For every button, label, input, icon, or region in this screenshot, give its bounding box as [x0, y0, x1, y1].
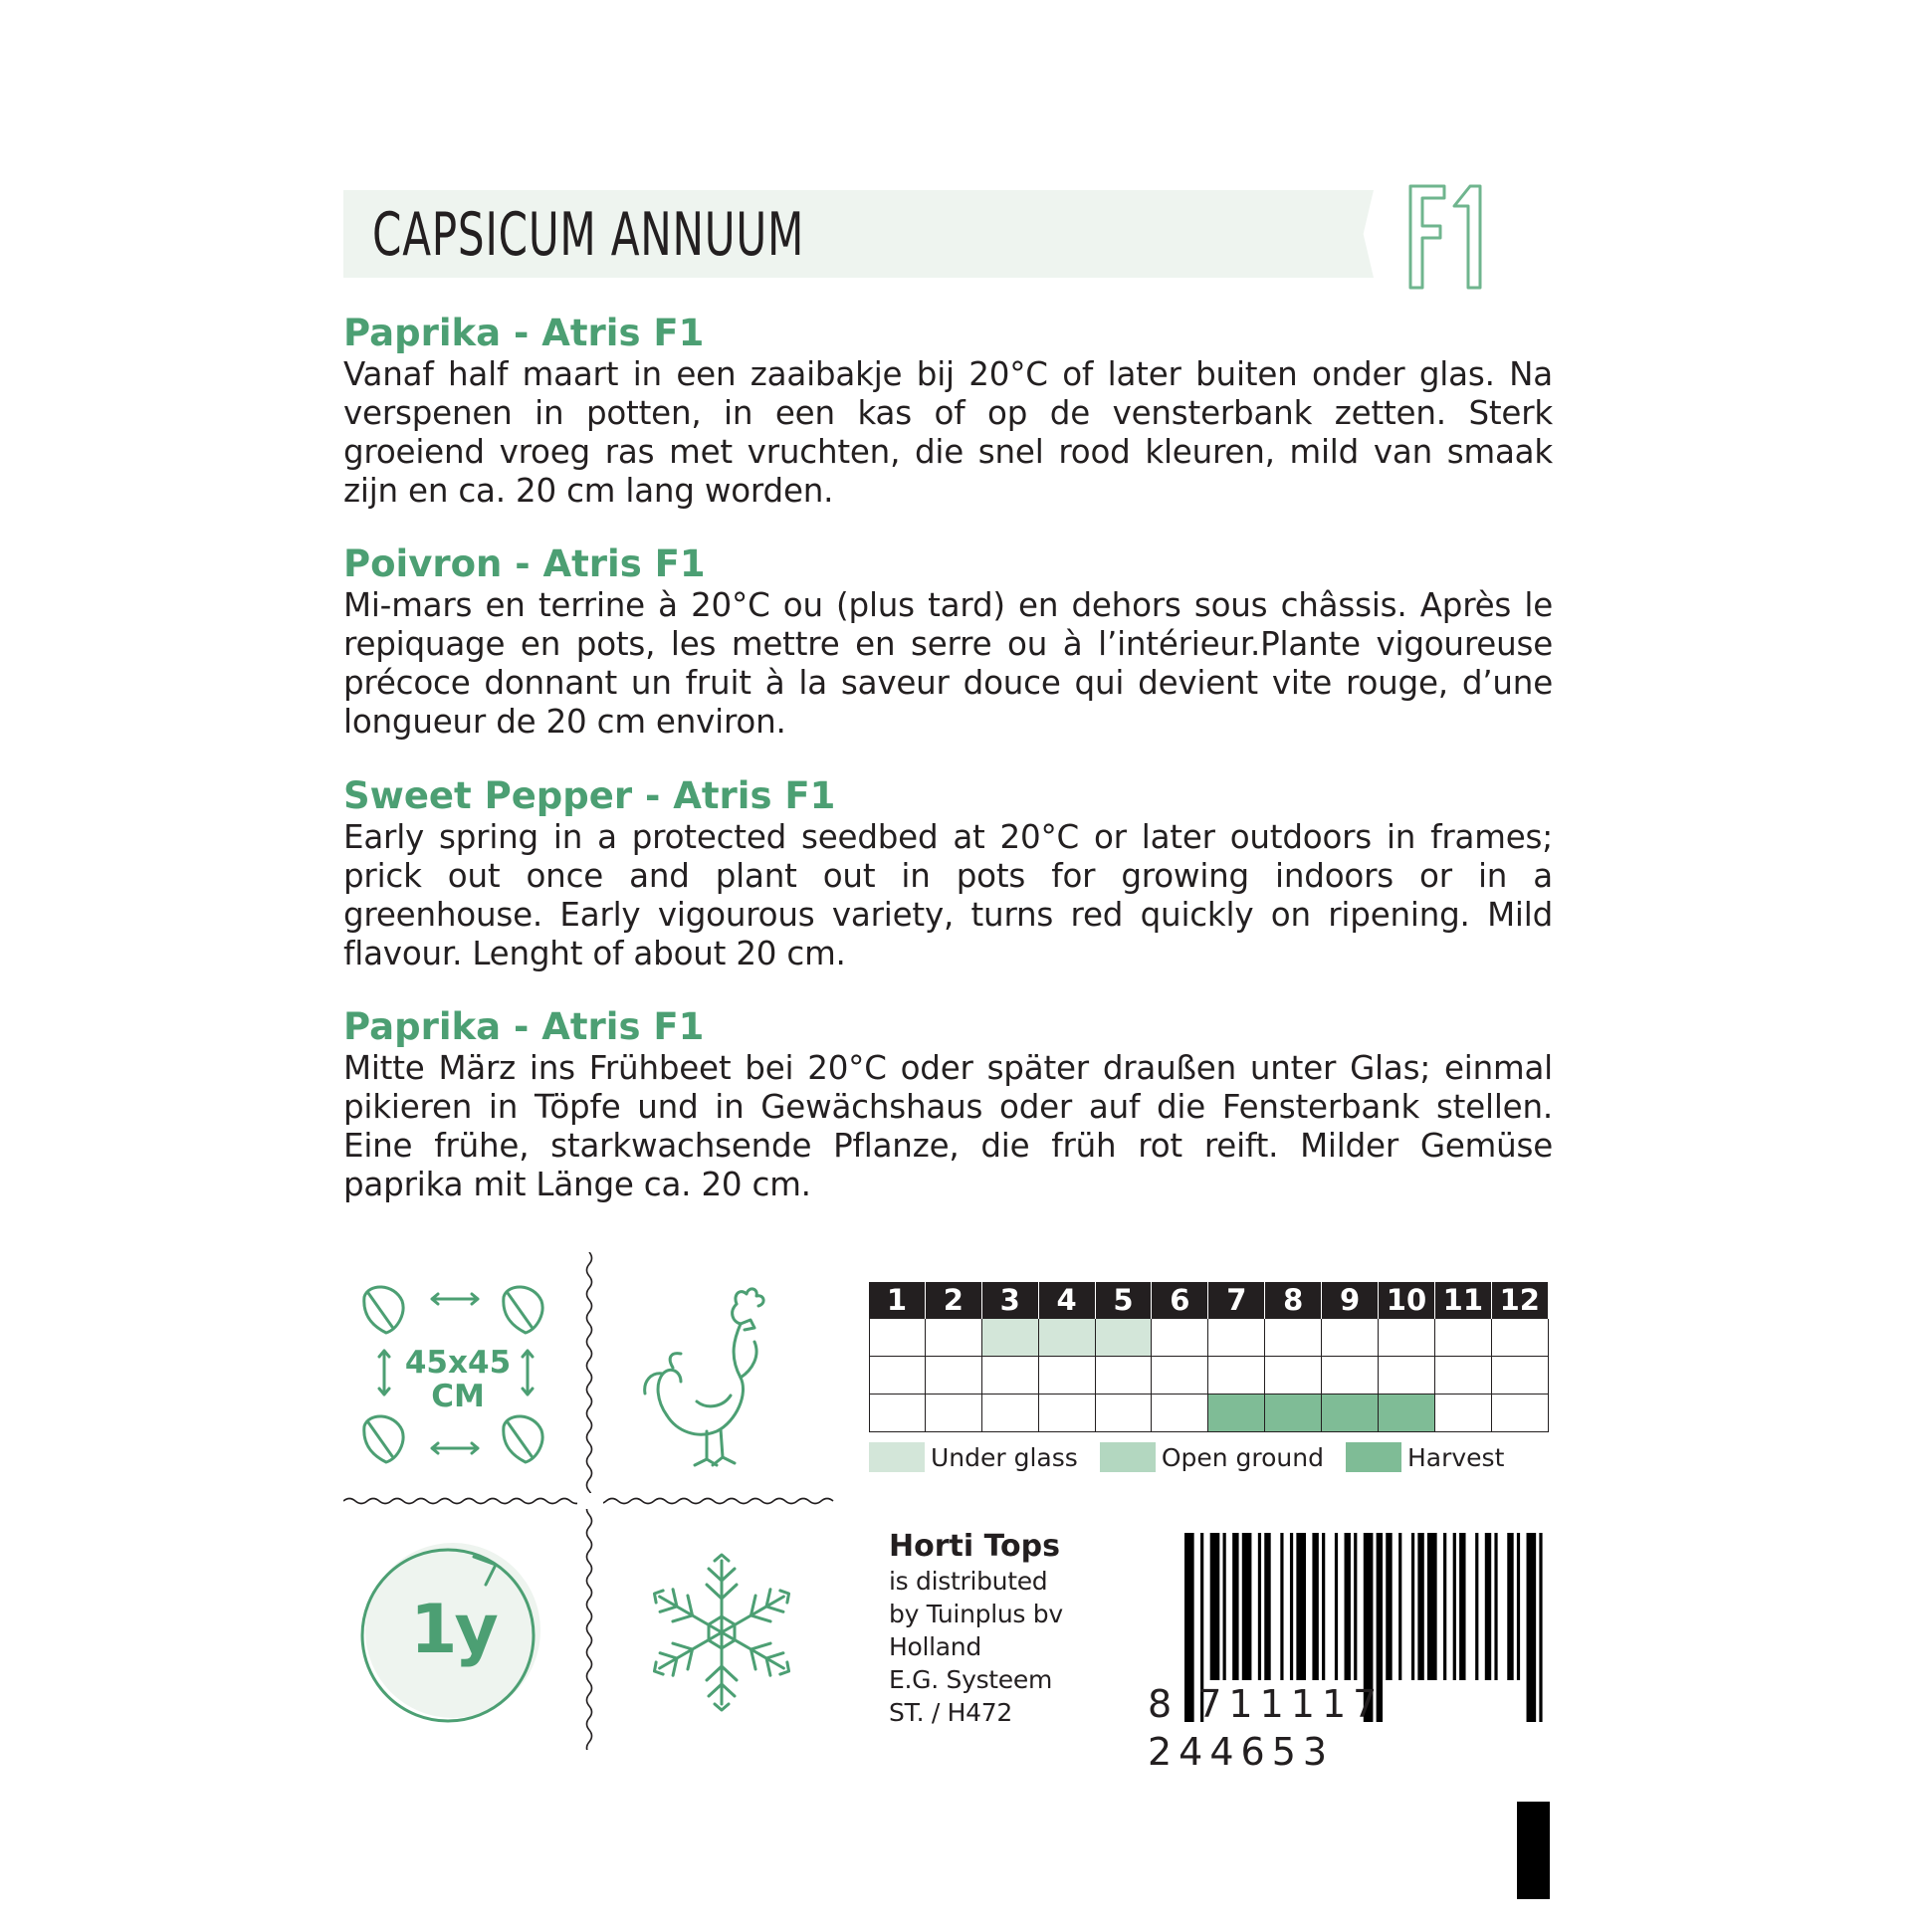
month-header-cell: 7 — [1208, 1282, 1265, 1319]
species-title: CAPSICUM ANNUUM — [372, 200, 805, 270]
barcode-bar — [1223, 1533, 1226, 1680]
brand-name: Horti Tops — [889, 1529, 1061, 1564]
legend-label: Under glass — [931, 1442, 1078, 1472]
barcode-bar — [1443, 1533, 1446, 1680]
barcode-bar — [1312, 1533, 1318, 1680]
description-text: Mitte März ins Frühbeet bei 20°C oder später draußen unter Glas; einmal pikieren in Töpfe und in Gewächshaus oder auf die Fensterbank stellen. Eine frühe, starkwachsende Pflanze, die früh rot reift. Milder Gemüse paprika mit Länge ca. 20 cm. — [343, 1049, 1553, 1203]
barcode-bar — [1264, 1533, 1270, 1680]
calendar-legend — [869, 1441, 1526, 1473]
description-fr — [343, 542, 1553, 742]
divider-gap — [577, 1493, 603, 1509]
distributor-line: is distributed — [889, 1567, 1048, 1596]
calendar-cell — [1435, 1319, 1492, 1357]
spacing-value: 45x45 — [404, 1345, 512, 1381]
leaf-icon — [504, 1416, 542, 1462]
calendar-row-under-glass — [869, 1319, 1549, 1357]
description-text: Vanaf half maart in een zaaibakje bij 20°C of later buiten onder glas. Na verspenen in potten, in een kas of op de vensterbank zetten. Sterk groeiend vroeg ras met vruchten, die snel rood kleuren, mild van smaak zijn en ca. 20 cm lang worden. — [343, 355, 1553, 510]
month-header-cell: 3 — [982, 1282, 1039, 1319]
barcode-bar — [1335, 1533, 1338, 1680]
calendar-cell — [1322, 1395, 1379, 1432]
barcode-bar — [1417, 1533, 1423, 1680]
barcode-bar — [1517, 1533, 1520, 1680]
barcode-bar — [1280, 1533, 1283, 1680]
calendar-cell — [1379, 1395, 1435, 1432]
calendar-cell — [1152, 1357, 1208, 1395]
spacing-unit: CM — [431, 1379, 485, 1414]
barcode-bar — [1386, 1533, 1392, 1680]
calendar-cell — [1208, 1319, 1265, 1357]
calendar-cell — [1492, 1395, 1549, 1432]
calendar-cell — [926, 1357, 982, 1395]
description-text: Mi-mars en terrine à 20°C ou (plus tard) en dehors sous châssis. Après le repiquage en pots, les mettre en serre ou à l’intérieur.Plante vigoureuse précoce donnant un fruit à la saveur douce qui devient vite rouge, d’une longueur de 20 cm environ. — [343, 586, 1553, 741]
month-header-cell: 9 — [1322, 1282, 1379, 1319]
calendar-cell — [1379, 1319, 1435, 1357]
month-header-cell: 1 — [869, 1282, 926, 1319]
barcode-bar — [1411, 1533, 1414, 1680]
month-header-cell: 2 — [926, 1282, 982, 1319]
legend-label: Harvest — [1406, 1442, 1505, 1472]
calendar-cell — [1265, 1319, 1322, 1357]
legend-swatch — [1346, 1442, 1401, 1472]
barcode-bar — [1290, 1533, 1293, 1680]
calendar-cell — [1265, 1357, 1322, 1395]
calendar-cell — [869, 1395, 926, 1432]
legend-label: Open ground — [1161, 1442, 1324, 1472]
calendar-cell — [1265, 1395, 1322, 1432]
calendar-cell — [1208, 1357, 1265, 1395]
leaf-icon — [504, 1287, 542, 1333]
distributor-info — [889, 1529, 1128, 1729]
calendar-cell — [869, 1357, 926, 1395]
calendar-cell — [982, 1395, 1039, 1432]
calendar-cell — [1435, 1357, 1492, 1395]
calendar-cell — [1096, 1357, 1153, 1395]
barcode-bar — [1475, 1533, 1478, 1680]
description-heading: Poivron - Atris F1 — [343, 542, 706, 585]
legend-swatch — [869, 1442, 925, 1472]
description-text: Early spring in a protected seedbed at 20°C or later outdoors in frames; prick out once and plant out in pots for growing indoors or in a greenhouse. Early vigourous variety, turns red quickly on ripening. Mild flavour. Lenght of about 20 cm. — [343, 818, 1553, 972]
barcode-bar — [1242, 1533, 1252, 1680]
calendar-cell — [1039, 1395, 1096, 1432]
calendar-row-harvest — [869, 1395, 1549, 1432]
distributor-line: Holland — [889, 1632, 981, 1661]
barcode-bar — [1345, 1533, 1351, 1680]
calendar-cell — [1322, 1319, 1379, 1357]
calendar-cell — [1492, 1319, 1549, 1357]
barcode-bar — [1258, 1533, 1261, 1680]
description-en — [343, 774, 1553, 973]
calendar-cell — [1208, 1395, 1265, 1432]
month-header-cell: 6 — [1152, 1282, 1208, 1319]
spacing-label — [403, 1346, 513, 1413]
distributor-line: ST. / H472 — [889, 1698, 1012, 1727]
barcode-bar — [1427, 1533, 1437, 1680]
calendar-month-header — [869, 1282, 1549, 1319]
description-heading: Paprika - Atris F1 — [343, 312, 705, 354]
cycle-label: 1y — [410, 1591, 496, 1669]
barcode-bar — [1485, 1533, 1491, 1680]
legend-swatch — [1100, 1442, 1156, 1472]
barcode-bar — [1210, 1533, 1220, 1680]
month-header-cell: 11 — [1435, 1282, 1492, 1319]
calendar-cell — [869, 1319, 926, 1357]
calendar-cell — [1492, 1357, 1549, 1395]
month-header-cell: 4 — [1039, 1282, 1096, 1319]
distributor-line: E.G. Systeem — [889, 1665, 1053, 1694]
distributor-line: by Tuinplus bv — [889, 1600, 1063, 1628]
description-heading: Sweet Pepper - Atris F1 — [343, 774, 836, 817]
snowflake-icon — [647, 1553, 796, 1712]
calendar-cell — [1096, 1395, 1153, 1432]
calendar-grid — [869, 1319, 1549, 1432]
calendar-cell — [1152, 1395, 1208, 1432]
calendar-cell — [1379, 1357, 1435, 1395]
barcode-number: 8 711117 244653 — [1148, 1682, 1385, 1774]
calendar-cell — [1039, 1319, 1096, 1357]
calendar-row-open-ground — [869, 1357, 1549, 1395]
calendar-cell — [982, 1319, 1039, 1357]
calendar-cell — [1435, 1395, 1492, 1432]
barcode-bar — [1232, 1533, 1238, 1680]
barcode-bar — [1398, 1533, 1401, 1680]
calendar-cell — [926, 1395, 982, 1432]
month-header-cell: 10 — [1379, 1282, 1435, 1319]
calendar-cell — [926, 1319, 982, 1357]
description-de — [343, 1005, 1553, 1204]
leaf-icon — [364, 1287, 403, 1333]
month-header-cell: 12 — [1492, 1282, 1549, 1319]
f1-badge-icon — [1406, 182, 1486, 292]
registration-mark — [1517, 1802, 1550, 1899]
month-header-cell: 8 — [1265, 1282, 1322, 1319]
calendar-cell — [1096, 1319, 1153, 1357]
barcode-bar — [1322, 1533, 1325, 1680]
barcode-bar — [1354, 1533, 1357, 1680]
barcode-bar — [1459, 1533, 1465, 1680]
description-heading: Paprika - Atris F1 — [343, 1005, 705, 1048]
sowing-calendar — [869, 1282, 1549, 1432]
barcode-bar — [1507, 1533, 1513, 1680]
barcode-bar — [1494, 1533, 1497, 1680]
calendar-cell — [982, 1357, 1039, 1395]
leaf-icon — [364, 1416, 403, 1462]
calendar-cell — [1152, 1319, 1208, 1357]
calendar-cell — [1039, 1357, 1096, 1395]
month-header-cell: 5 — [1096, 1282, 1153, 1319]
description-nl — [343, 312, 1553, 511]
barcode-bar — [1296, 1533, 1306, 1680]
barcode-bar — [1453, 1533, 1456, 1680]
rooster-icon — [637, 1282, 806, 1471]
calendar-cell — [1322, 1357, 1379, 1395]
